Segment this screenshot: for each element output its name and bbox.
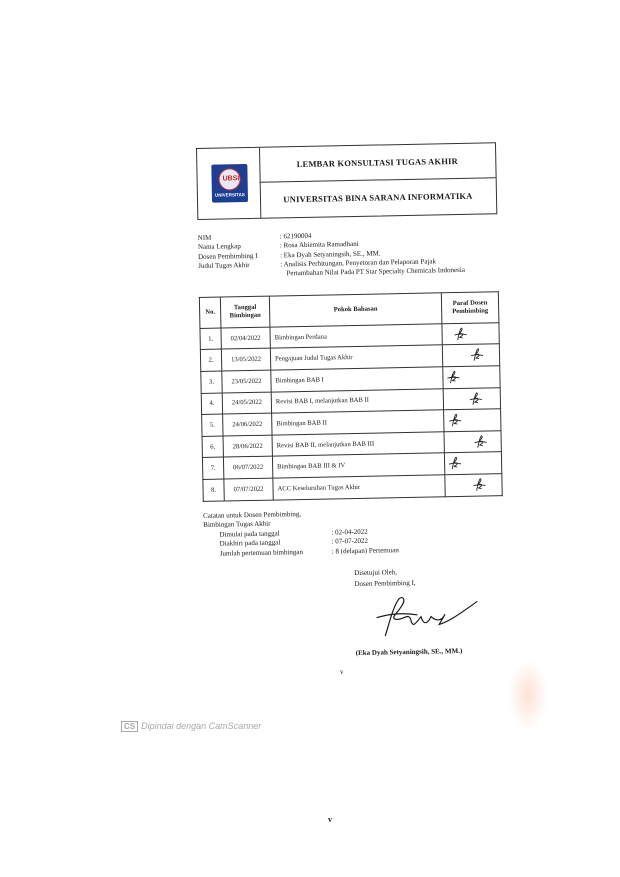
notes-section <box>203 506 506 559</box>
watermark-text: Dipindai dengan CamScanner <box>141 721 262 731</box>
supervisor-name: (Eka Dyah Setyaningsih, SE., MM.) <box>355 647 463 658</box>
signature-mark <box>471 477 487 493</box>
judul-label: Judul Tugas Akhir <box>198 260 250 270</box>
judul-value-line2: Pertambahan Nilai Pada PT Star Specialty Chemicals Indonesia <box>286 265 465 278</box>
notes-catatan: Catatan untuk Dosen Pembimbing, <box>202 509 302 520</box>
dosen-value: : Eka Dyah Setyaningsih, SE., MM. <box>279 249 381 259</box>
diakhiri-value: : 07-07-2022 <box>331 536 369 546</box>
signature-mark <box>452 326 468 342</box>
document-title: LEMBAR KONSULTASI TUGAS AKHIR <box>259 143 496 183</box>
dosen-label: Dosen Pembimbing I <box>198 251 258 261</box>
notes-bimbingan: Bimbingan Tugas Akhir <box>203 519 271 530</box>
header-tanggal: Tanggal Bimbingan <box>220 296 270 328</box>
nim-value: : 62190004 <box>279 231 312 241</box>
judul-value-line1: : Analisis Perhitungan, Penyetoran dan Pelaporan Pajak <box>280 257 437 269</box>
paraf-cell <box>442 344 499 367</box>
table-row: 8. 07/07/2022 ACC Keseluruhan Tugas Akhir <box>203 474 502 501</box>
camscanner-icon: CS <box>121 721 138 732</box>
dimulai-label: Dimulai pada tanggal <box>219 529 280 539</box>
nim-label: NIM <box>197 233 212 242</box>
scanned-document <box>196 142 508 662</box>
logo-cell <box>197 148 261 219</box>
university-name: UNIVERSITAS BINA SARANA INFORMATIKA <box>283 190 473 205</box>
page-number-scan: v <box>340 668 344 676</box>
disetujui-text: Disetujui Oleh, <box>354 568 398 578</box>
nama-label: Nama Lengkap <box>197 242 241 252</box>
nama-value: : Rosa Abiemita Ramadhani <box>279 240 359 250</box>
logo-mark: UBSI <box>222 175 240 183</box>
header-pokok: Pokok Bahasan <box>269 293 442 327</box>
paraf-cell <box>442 323 499 346</box>
paraf-cell <box>445 474 502 497</box>
table-row: 6. 28/06/2022 Revisi BAB II, melanjutkan BAB III <box>202 431 501 458</box>
university-logo <box>211 164 248 203</box>
diakhiri-label: Diakhiri pada tanggal <box>219 538 281 548</box>
signature-mark <box>447 455 463 471</box>
table-row: 5. 24/06/2022 Bimbingan BAB II <box>202 409 501 436</box>
page-number: v <box>328 815 332 824</box>
signature-mark <box>445 369 461 385</box>
table-row: 3. 23/05/2022 Bimbingan BAB I <box>201 366 500 393</box>
scan-smudge <box>508 660 548 730</box>
jumlah-label: Jumlah pertemuan bimbingan <box>219 547 304 558</box>
student-info <box>198 228 501 283</box>
paraf-cell <box>444 409 501 432</box>
signature-mark <box>469 347 485 363</box>
paraf-cell <box>443 366 500 389</box>
paraf-cell <box>444 431 501 454</box>
consultation-table <box>199 291 503 501</box>
signature-mark <box>473 433 489 449</box>
table-row: 7. 06/07/2022 Bimbingan BAB III & IV <box>202 452 501 479</box>
document-header <box>196 142 497 220</box>
dosen-pembimbing-text: Dosen Pembimbing I, <box>354 579 416 589</box>
dimulai-value: : 02-04-2022 <box>331 527 368 537</box>
paraf-cell <box>443 387 500 410</box>
paraf-cell <box>444 452 501 475</box>
signature-mark <box>468 390 484 406</box>
camscanner-watermark <box>121 721 261 732</box>
header-paraf: Paraf Dosen Pembimbing <box>441 292 499 324</box>
supervisor-signature <box>373 590 484 640</box>
table-row: 1. 02/04/2022 Bimbingan Perdana <box>200 323 499 350</box>
signature-mark <box>447 412 463 428</box>
logo-caption: UNIVERSITAS <box>214 192 245 198</box>
approval-block <box>354 565 508 659</box>
header-no: No. <box>199 297 221 328</box>
jumlah-value: : 8 (delapan) Pertemuan <box>331 545 399 556</box>
table-row: 2. 13/05/2022 Pengajuan Judul Tugas Akhir <box>200 344 499 371</box>
table-row: 4. 24/05/2022 Revisi BAB I, melanjutkan BAB II <box>201 387 500 414</box>
